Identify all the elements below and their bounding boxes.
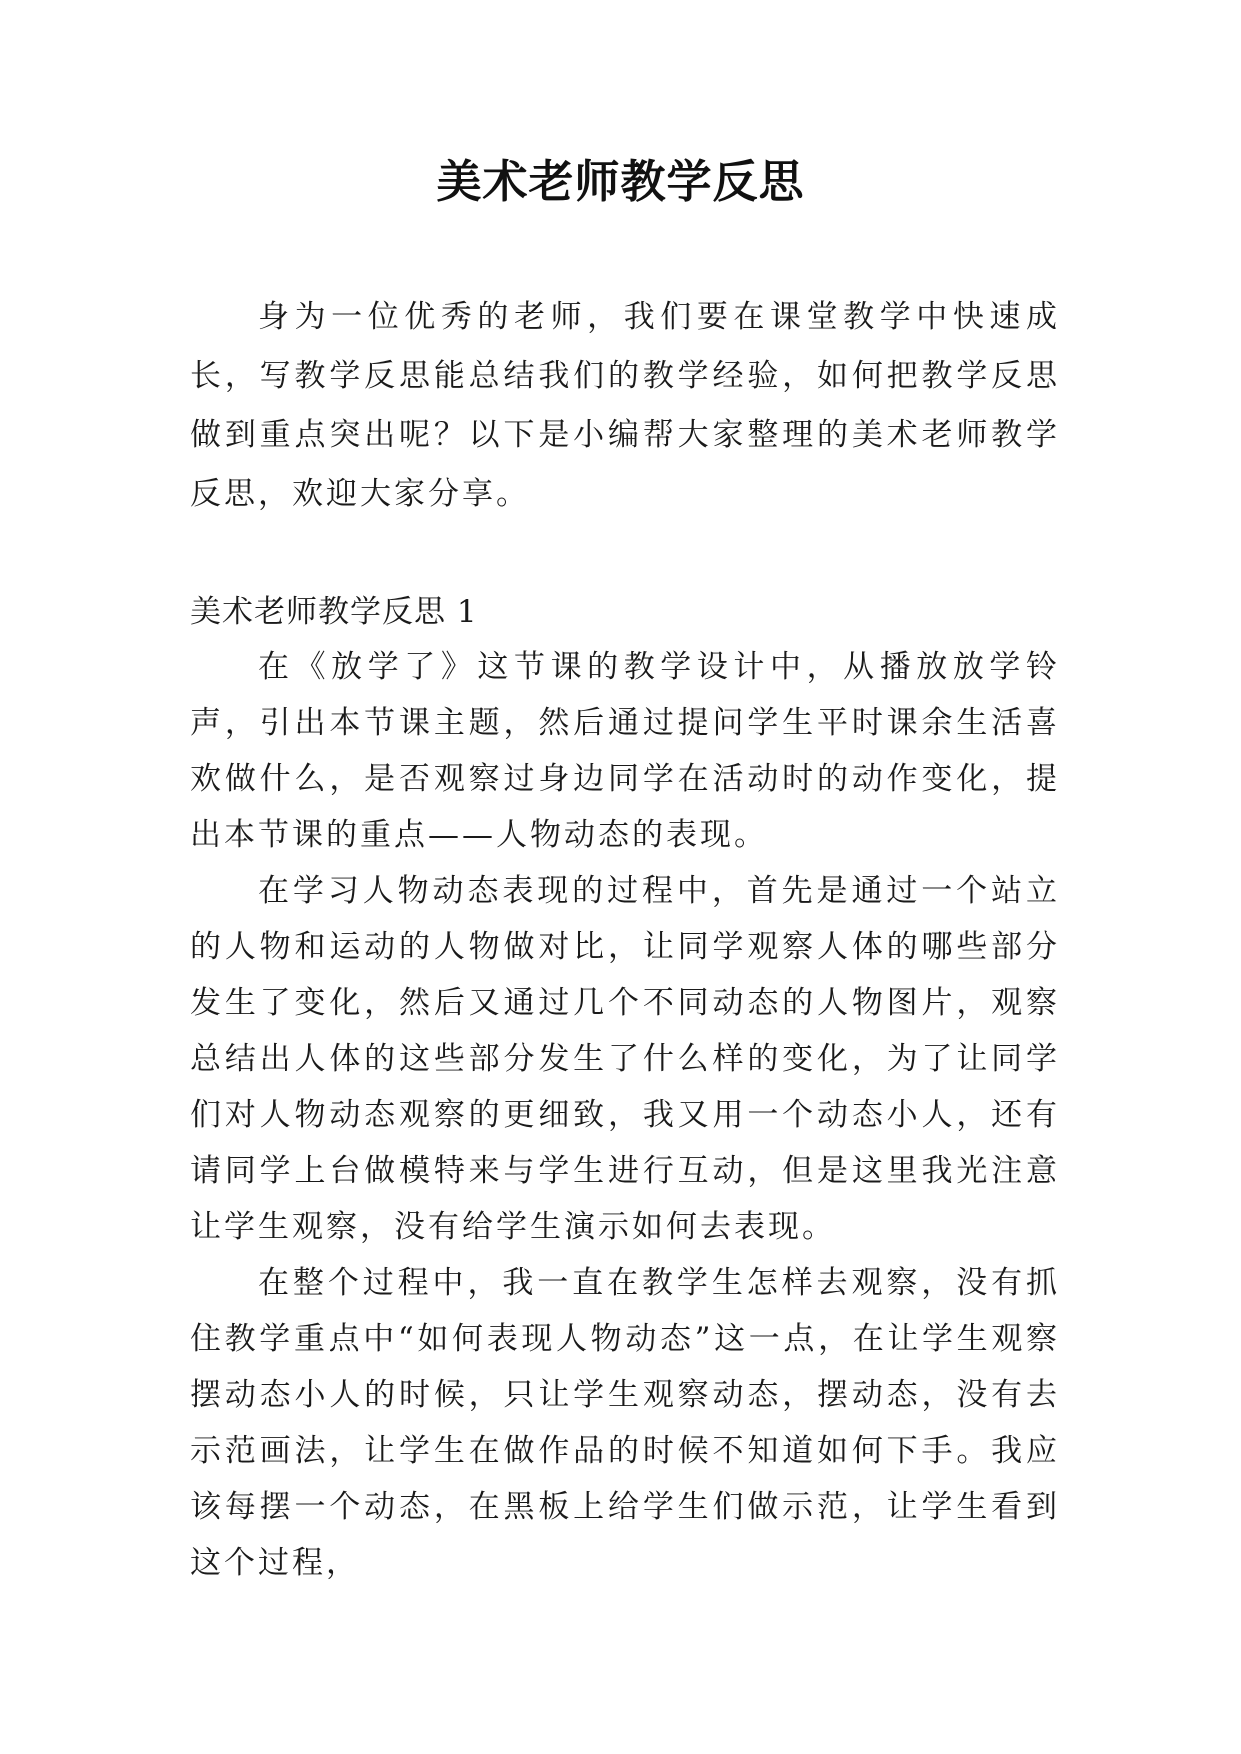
section-heading: 美术老师教学反思 1 <box>190 594 478 630</box>
intro-paragraph: 身为一位优秀的老师，我们要在课堂教学中快速成长，写教学反思能总结我们的教学经验，如何把教学反思做到重点突出呢？以下是小编帮大家整理的美术老师教学反思，欢迎大家分享。 <box>190 299 1060 512</box>
section-paragraph-3: 在整个过程中，我一直在教学生怎样去观察，没有抓住教学重点中“如何表现人物动态”这一点，在让学生观察摆动态小人的时候，只让学生观察动态，摆动态，没有去示范画法，让学生在做作品的时候不知道如何下手。我应该每摆一个动态，在黑板上给学生们做示范，让学生看到这个过程， <box>190 1265 1060 1581</box>
section-paragraph-2: 在学习人物动态表现的过程中，首先是通过一个站立的人物和运动的人物做对比，让同学观察人体的哪些部分发生了变化，然后又通过几个不同动态的人物图片，观察总结出人体的这些部分发生了什么样的变化，为了让同学们对人物动态观察的更细致，我又用一个动态小人，还有请同学上台做模特来与学生进行互动，但是这里我光注意让学生观察，没有给学生演示如何去表现。 <box>190 873 1060 1245</box>
document-title: 美术老师教学反思 <box>436 155 805 208</box>
section-paragraph-1: 在《放学了》这节课的教学设计中，从播放放学铃声，引出本节课主题，然后通过提问学生平时课余生活喜欢做什么，是否观察过身边同学在活动时的动作变化，提出本节课的重点——人物动态的表现。 <box>190 649 1060 853</box>
section-body <box>190 639 1060 1591</box>
